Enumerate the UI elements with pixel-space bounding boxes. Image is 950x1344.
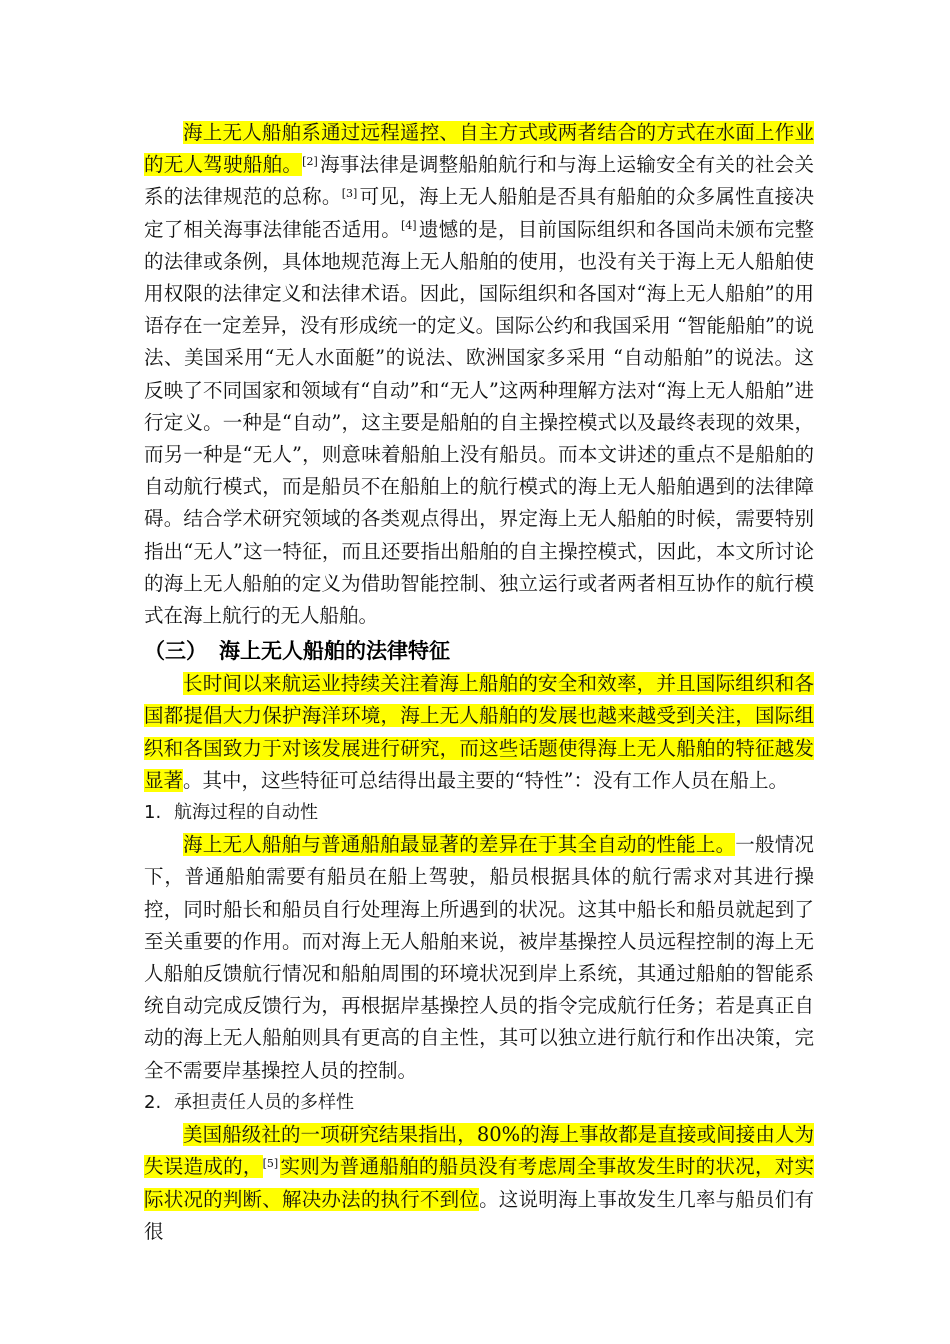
section-heading-number: （三）	[144, 639, 207, 664]
citation-ref: [2]	[302, 154, 318, 168]
body-text: 。其中，这些特征可总结得出最主要的“特性”：没有工作人员在船上。	[183, 768, 788, 792]
subheading-automation	[144, 797, 814, 829]
body-text: 。这说明海上事故发生几率与船员们有很	[144, 1187, 814, 1243]
highlighted-text: 海上无人船舶系通过远程遥控、自主方式或两者结合的方式在水面上作业的无人驾驶船舶。	[144, 121, 814, 177]
subheading-number: 1.	[144, 802, 162, 824]
subheading-title: 承担责任人员的多样性	[174, 1091, 354, 1113]
highlighted-text: 长时间以来航运业持续关注着海上船舶的安全和效率，并且国际组织和各国都提倡大力保护海洋环境，海上无人船舶的发展也越来越受到关注，国际组织和各国致力于对该发展进行研究，而这些话题使得海上无人船舶的特征越发显著	[144, 672, 814, 792]
section-heading-title: 海上无人船舶的法律特征	[219, 639, 450, 664]
subheading-number: 2.	[144, 1091, 162, 1113]
paragraph-definition	[144, 117, 814, 632]
citation-ref: [4]	[401, 219, 417, 233]
section-heading	[144, 634, 814, 668]
body-text: 一般情况下，普通船舶需要有船员在船上驾驶，船员根据具体的航行需求对其进行操控，同时船长和船员自行处理海上所遇到的状况。这其中船长和船员就起到了至关重要的作用。而对海上无人船舶来说，被岸基操控人员远程控制的海上无人船舶反馈航行情况和船舶周围的环境状况到岸上系统，其通过船舶的智能系统自动完成反馈行为，再根据岸基操控人员的指令完成航行任务；若是真正自动的海上无人船舶则具有更高的自主性，其可以独立进行航行和作出决策，完全不需要岸基操控人员的控制。	[144, 833, 814, 1082]
document-body	[144, 117, 814, 1248]
citation-ref: [5]	[262, 1156, 279, 1170]
body-text: 可见，海上无人船舶是否具有船舶的众多属性直接决定了相关海事法律能否适用。	[144, 185, 814, 241]
paragraph-intro-features	[144, 668, 814, 797]
citation-ref: [3]	[341, 186, 358, 200]
paragraph-automation	[144, 829, 814, 1087]
highlighted-text: 海上无人船舶与普通船舶最显著的差异在于其全自动的性能上。	[183, 833, 736, 857]
paragraph-liability	[144, 1119, 814, 1248]
highlighted-text: 美国船级社的一项研究结果指出，80%的海上事故都是直接或间接由人为失误造成的，	[144, 1123, 814, 1179]
body-text: 海事法律是调整船舶航行和与海上运输安全有关的社会关系的法律规范的总称。	[144, 153, 814, 209]
highlighted-text: 实则为普通船舶的船员没有考虑周全事故发生时的状况，对实际状况的判断、解决办法的执行不到位	[144, 1155, 814, 1211]
subheading-liability	[144, 1087, 814, 1119]
body-text: 遗憾的是，目前国际组织和各国尚未颁布完整的法律或条例，具体地规范海上无人船舶的使用，也没有关于海上无人船舶使用权限的法律定义和法律术语。因此，国际组织和各国对“海上无人船舶”的用语存在一定差异，没有形成统一的定义。国际公约和我国采用 “智能船舶”的说法、美国采用“无人水面艇”的说法、欧洲国家多采用 “自动船舶”的说法。这反映了不同国家和领域有“自动”和“无人”这两种理解方法对“海上无人船舶”进行定义。一种是“自动”，这主要是船舶的自主操控模式以及最终表现的效果，而另一种是“无人”，则意味着船舶上没有船员。而本文讲述的重点不是船舶的自动航行模式，而是船员不在船舶上的航行模式的海上无人船舶遇到的法律障碍。结合学术研究领域的各类观点得出，界定海上无人船舶的时候，需要特别指出“无人”这一特征，而且还要指出船舶的自主操控模式，因此，本文所讨论的海上无人船舶的定义为借助智能控制、独立运行或者两者相互协作的航行模式在海上航行的无人船舶。	[144, 217, 814, 628]
subheading-title: 航海过程的自动性	[174, 802, 318, 824]
